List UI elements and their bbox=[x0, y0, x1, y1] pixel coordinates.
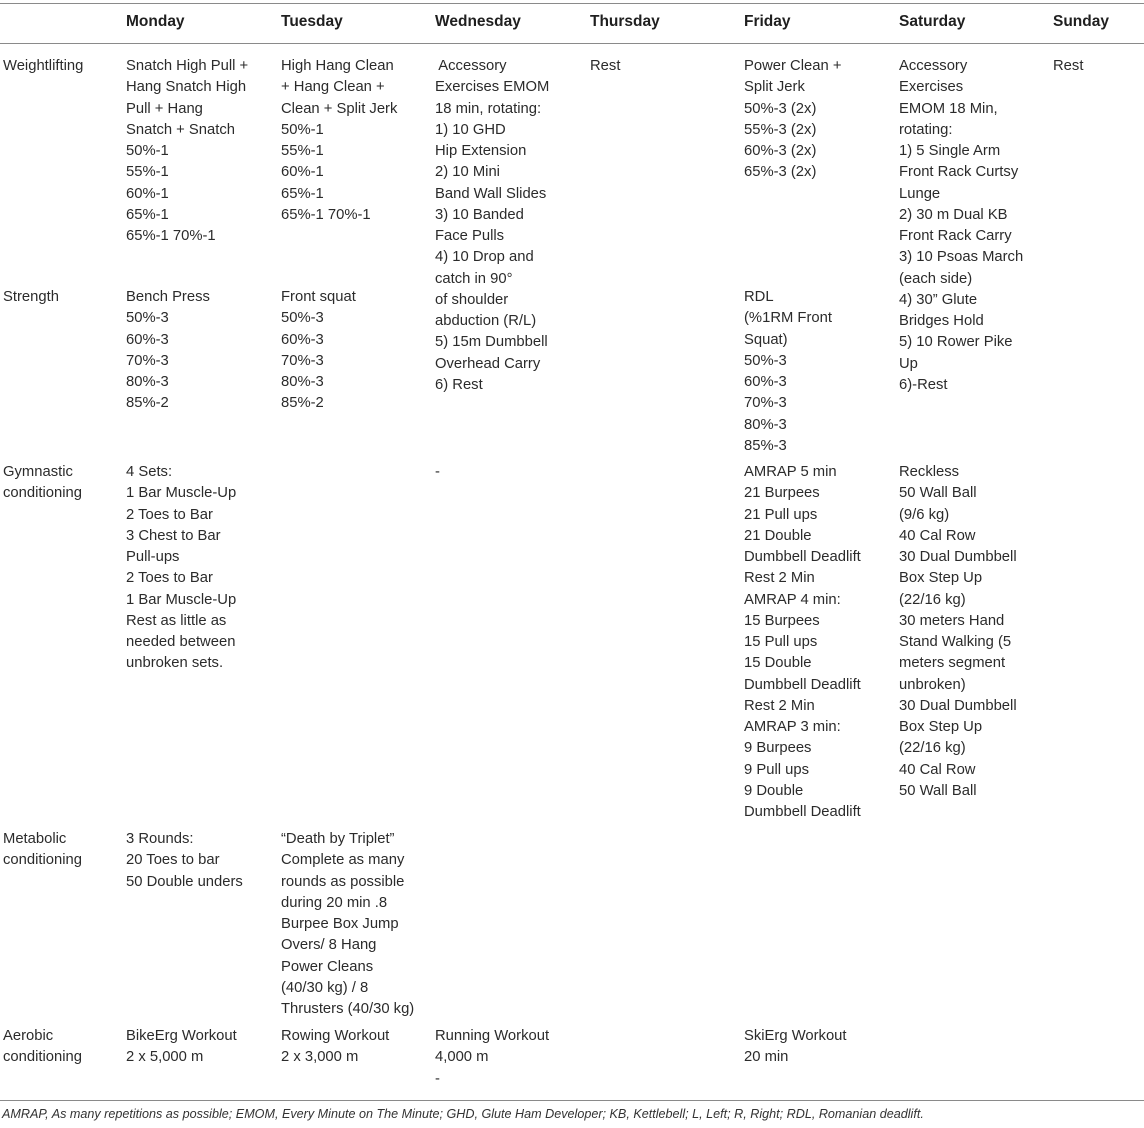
row-label-aerobic: Aerobic conditioning bbox=[3, 1028, 82, 1066]
header-wednesday: Wednesday bbox=[435, 13, 521, 30]
header-thursday: Thursday bbox=[590, 13, 660, 30]
row-label-gymnastic: Gymnastic conditioning bbox=[3, 464, 82, 502]
cell-aerobic-friday: SkiErg Workout 20 min bbox=[744, 1028, 847, 1066]
cell-weightlifting-monday: Snatch High Pull + Hang Snatch High Pull + Hang Snatch + Snatch 50%-1 55%-1 60%-1 65%-1 65%-1 70%-1 bbox=[126, 58, 249, 244]
cell-aerobic-wednesday: Running Workout 4,000 m - bbox=[435, 1028, 550, 1087]
table-footnote: AMRAP, As many repetitions as possible; EMOM, Every Minute on The Minute; GHD, Glute Ham Developer; KB, Kettlebell; L, Left; R, Right; RDL, Romanian deadlift. bbox=[2, 1107, 924, 1121]
row-label-metabolic: Metabolic conditioning bbox=[3, 831, 82, 869]
cell-strength-monday: Bench Press 50%-3 60%-3 70%-3 80%-3 85%-2 bbox=[126, 289, 210, 412]
cell-metabolic-monday: 3 Rounds: 20 Toes to bar 50 Double unders bbox=[126, 831, 243, 890]
cell-weightlifting-tuesday: High Hang Clean + Hang Clean + Clean + Split Jerk 50%-1 55%-1 60%-1 65%-1 65%-1 70%-1 bbox=[281, 58, 398, 223]
header-tuesday: Tuesday bbox=[281, 13, 343, 30]
top-rule bbox=[0, 3, 1144, 4]
cell-gymnastic-monday: 4 Sets: 1 Bar Muscle-Up 2 Toes to Bar 3 Chest to Bar Pull-ups 2 Toes to Bar 1 Bar Muscle-Up Rest as little as needed between unbroken sets. bbox=[126, 464, 237, 672]
header-monday: Monday bbox=[126, 13, 185, 30]
header-sunday: Sunday bbox=[1053, 13, 1109, 30]
cell-strength-friday: RDL (%1RM Front Squat) 50%-3 60%-3 70%-3 80%-3 85%-3 bbox=[744, 289, 832, 454]
row-label-weightlifting: Weightlifting bbox=[3, 58, 84, 74]
row-label-strength: Strength bbox=[3, 289, 59, 305]
cell-gymnastic-saturday: Reckless 50 Wall Ball (9/6 kg) 40 Cal Row 30 Dual Dumbbell Box Step Up (22/16 kg) 30 meters Hand Stand Walking (5 meters segment unbroken) 30 Dual Dumbbell Box Step Up (22/16 kg) 40 Cal Row 50 Wall Ball bbox=[899, 464, 1017, 799]
cell-metabolic-tuesday: “Death by Triplet” Complete as many rounds as possible during 20 min .8 Burpee Box Jump Overs/ 8 Hang Power Cleans (40/30 kg) / 8 Thrusters (40/30 kg) bbox=[281, 831, 415, 1017]
header-rule bbox=[0, 43, 1144, 44]
cell-gymnastic-friday: AMRAP 5 min 21 Burpees 21 Pull ups 21 Double Dumbbell Deadlift Rest 2 Min AMRAP 4 min: 15 Burpees 15 Pull ups 15 Double Dumbbell Deadlift Rest 2 Min AMRAP 3 min: 9 Burpees 9 Pull ups 9 Double Dumbbell Deadlift bbox=[744, 464, 861, 820]
header-saturday: Saturday bbox=[899, 13, 966, 30]
cell-weightlifting-sunday: Rest bbox=[1053, 58, 1084, 74]
cell-weightlifting-thursday: Rest bbox=[590, 58, 621, 74]
cell-weightlifting-friday: Power Clean + Split Jerk 50%-3 (2x) 55%-3 (2x) 60%-3 (2x) 65%-3 (2x) bbox=[744, 58, 842, 181]
cell-strength-tuesday: Front squat 50%-3 60%-3 70%-3 80%-3 85%-2 bbox=[281, 289, 356, 412]
cell-weightlifting-wednesday: Accessory Exercises EMOM 18 min, rotating: 1) 10 GHD Hip Extension 2) 10 Mini Band Wall Slides 3) 10 Banded Face Pulls 4) 10 Drop and catch in 90° of shoulder abduction (R/L) 5) 15m Dumbbell Overhead Carry 6) Rest bbox=[435, 58, 550, 393]
bottom-rule bbox=[0, 1100, 1144, 1101]
cell-aerobic-monday: BikeErg Workout 2 x 5,000 m bbox=[126, 1028, 237, 1066]
cell-gymnastic-wednesday: - bbox=[435, 464, 440, 480]
cell-weightlifting-saturday: Accessory Exercises EMOM 18 Min, rotating: 1) 5 Single Arm Front Rack Curtsy Lunge 2) 30 m Dual KB Front Rack Carry 3) 10 Psoas March (each side) 4) 30” Glute Bridges Hold 5) 10 Rower Pike Up 6)-Rest bbox=[899, 58, 1024, 393]
header-friday: Friday bbox=[744, 13, 791, 30]
cell-aerobic-tuesday: Rowing Workout 2 x 3,000 m bbox=[281, 1028, 390, 1066]
